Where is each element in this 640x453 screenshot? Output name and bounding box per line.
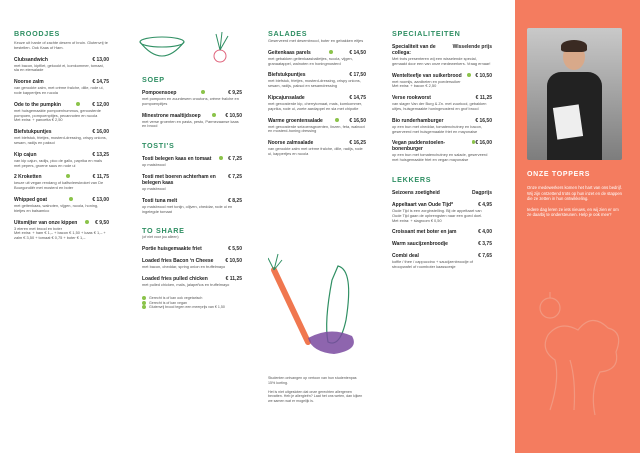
- menu-item-price: € 7,65: [478, 253, 492, 260]
- menu-item-description: met roomijs, aardbeien en poedersuiker: [392, 78, 461, 84]
- menu-item: [142, 198, 242, 215]
- menu-item-name: Wentelteefje van suikerbrood: [392, 72, 462, 79]
- menu-item-description: met huisgemaakte pompoenhummus, geroosterde pompoen, pompoenpitjes, pecannoten en rucola: [14, 107, 101, 118]
- menu-item-name: Tosti belegen kaas en tomaat: [142, 156, 212, 163]
- menu-item-price: Wisselende prijs: [452, 44, 492, 50]
- menu-item-description: met geroosterde kip, cherrytomaat, mais, komkommer, paprika, rode ui, zoete aardappel en sla met chipotle: [268, 100, 363, 111]
- menu-item-name: Biefstukpuntjes: [268, 72, 306, 79]
- menu-item-price: € 11,25: [475, 95, 492, 102]
- menu-item-name: Portie huisgemaakte friet: [142, 246, 202, 253]
- toppers-text-1: Onze medewerkers komen het hart van ons bedrijf. Wij zijn ontzettend trots op hun inzet en de stappen die ze zetten in hun ontwikkeling.: [527, 185, 622, 202]
- menu-item-name: Noorse zalmsalade: [268, 140, 314, 147]
- broodjes-column: [14, 29, 109, 241]
- menu-item-description: van slager Van der Burg & Zn. met zuurkool, gebakken uitjes, huisgemaakte honingmosterd en grof brood: [392, 101, 487, 111]
- salades-column: [268, 29, 366, 157]
- menu-item-name: Loaded fries pulled chicken: [142, 275, 208, 282]
- menu-item: [142, 113, 242, 130]
- menu-item-price: € 4,95: [478, 201, 492, 208]
- menu-item-name: Geitenkaas parels: [268, 49, 311, 56]
- student-note: Studenten ontvangen op vertoon van hun studentenpas 15% korting.: [268, 376, 357, 385]
- menu-item: [142, 246, 242, 252]
- menu-item-name: Minestrone maaltijdsoep: [142, 112, 201, 119]
- menu-item-extra: Met extra: + ham € 1,– + bacon € 1,50 + kaas € 1,– + zalm € 3,50 + tomaat € 0,75 + boter € 1,–: [14, 230, 106, 241]
- menu-item-price: € 7,25: [228, 156, 242, 163]
- broodjes-intro: Keuze uit harde of zachte desem of bruin. Glutenvrij te bestellen. Ook Kaas of Ham.: [14, 40, 108, 50]
- menu-item-price: € 5,50: [228, 246, 242, 253]
- menu-item-price: € 14,50: [349, 49, 366, 56]
- menu-item-price: € 16,50: [349, 117, 366, 124]
- menu-item-name: Seizoens zoetigheid: [392, 189, 440, 196]
- menu-item-description: Oude Tijd is een zorginstelling. Bij de appeltaart van Oude Tijd gaan de opbrengsten naar een goed doel.: [392, 207, 483, 218]
- menu-item-description: met geroosterde seizoensgroenten, linzen, feta, walnoot en mosterd-honing dressing: [268, 123, 365, 134]
- menu-item: [392, 73, 492, 90]
- legend-text: Gerecht is of kan vegan: [149, 300, 187, 305]
- menu-item: [392, 229, 492, 235]
- menu-item-description: van gerookte zalm met crème fraîche, dille, radijs, rode ui, kappertjes en rucola: [268, 146, 363, 156]
- menu-item-extra: Met extra: + pancetta € 2,50: [14, 117, 63, 123]
- legend-item: [142, 305, 242, 310]
- menu-item-description: met bacon, cheddar, spring onion en truffelmayo: [142, 264, 226, 270]
- menu-item: [142, 258, 242, 270]
- menu-item-price: € 12,00: [92, 101, 109, 108]
- menu-item-name: Ode to the pumpkin: [14, 101, 61, 108]
- menu-item-description: met geitenkaas, walnoten, vijgen, rucola, honing, bietjes en balsamico: [14, 202, 99, 213]
- menu-item: [14, 79, 109, 96]
- menu-item: [142, 174, 242, 192]
- menu-item: [14, 129, 109, 146]
- menu-item: [392, 140, 492, 163]
- menu-item: [392, 202, 492, 223]
- menu-item: [392, 253, 492, 270]
- menu-item-description: keuze uit vegan rendang of kalfsvleeskroket van De Bourgondiër met mosterd en boter: [14, 180, 104, 191]
- menu-item-description: op maisbrood: [142, 185, 166, 191]
- menu-item: [14, 57, 109, 74]
- menu-item-price: € 13,00: [92, 56, 109, 63]
- share-subtitle: (of niet voor jou alleen): [142, 235, 179, 240]
- toppers-title: ONZE TOPPERS: [527, 171, 591, 178]
- legend-icon: [142, 301, 146, 305]
- menu-item-name: Noorse zalm: [14, 79, 44, 86]
- menu-item-price: € 16,25: [349, 140, 366, 147]
- vegetables-illustration: [268, 250, 368, 370]
- menu-item: [142, 276, 242, 288]
- menu-item-description: op een bun met cheddar, tomatenchutney en bacon, geserveerd met huisgemaakte friet en mayonaise: [392, 123, 482, 134]
- soep-tosti-column: [142, 75, 242, 310]
- menu-item-price: € 16,00: [92, 129, 109, 136]
- broccoli-illustration: [520, 290, 635, 440]
- menu-item-description: 3 eieren met brood en boter: [14, 225, 63, 231]
- menu-item-name: Whipped goat: [14, 196, 48, 203]
- legend-text: Glutenvrij brood tegen een meerprijs van € 1,50: [149, 305, 225, 310]
- vegetarian-icon: [201, 90, 205, 94]
- menu-item-price: Dagprijs: [471, 189, 492, 196]
- menu-item: [14, 220, 109, 241]
- vegetarian-icon: [219, 156, 223, 160]
- menu-item-description: met bacon, kipfilet, gekookt ei, komkommer, tomaat, sla en eiersalade: [14, 62, 104, 73]
- menu-item: [392, 95, 492, 112]
- vegetarian-icon: [66, 174, 70, 178]
- vegetarian-icon: [467, 73, 471, 77]
- menu-item-name: Tosti tuna melt: [142, 197, 178, 204]
- menu-item-price: € 9,50: [95, 219, 109, 226]
- menu-item-price: € 17,50: [349, 72, 366, 79]
- menu-item-name: Biefstukpuntjes: [14, 129, 52, 136]
- menu-item-name: Appeltaart van Oude Tijd*: [392, 201, 454, 208]
- salades-intro: Geserveerd met desembrood, boter en gebakken eitjes: [268, 38, 364, 43]
- menu-item-price: € 14,75: [92, 79, 109, 86]
- legend-text: Gerecht is of kan ook vegetarisch: [149, 295, 203, 300]
- menu-item-price: € 7,25: [228, 173, 242, 180]
- menu-item: [392, 44, 492, 67]
- menu-item-description: met verse groenten en pasta, pesto, Parmezaanse kaas en brood: [142, 118, 239, 129]
- menu-item-description: op maisbrood: [142, 162, 166, 168]
- menu-item-price: € 10,50: [475, 72, 492, 79]
- vegetarian-icon: [85, 220, 89, 224]
- menu-item-name: Warme groentensalade: [268, 117, 323, 124]
- menu-item-description: met biefstuk, frietjes, mosterd-dressing, crispy onions, sesam, radijs en paksoi: [14, 135, 107, 145]
- soep-title: SOEP: [142, 75, 165, 84]
- menu-item-price: € 11,25: [225, 275, 242, 282]
- menu-item: [268, 50, 366, 67]
- menu-item-name: Vegan paddenstoelen-bonenburger: [392, 140, 446, 153]
- menu-item-price: € 14,75: [349, 94, 366, 101]
- specialiteiten-column: [392, 29, 492, 270]
- menu-item-price: € 13,25: [92, 151, 109, 158]
- menu-item: [14, 152, 109, 169]
- menu-item-name: Verse rookworst: [392, 95, 431, 102]
- menu-item-price: € 11,75: [92, 174, 109, 181]
- menu-item: [14, 174, 109, 191]
- menu-item-name: Tosti met boeren achterham en belegen kaas: [142, 173, 216, 186]
- menu-item-price: € 16,50: [475, 117, 492, 124]
- lekkers-title: LEKKERS: [392, 174, 432, 184]
- menu-item: [14, 102, 109, 123]
- vegetarian-icon: [212, 113, 216, 117]
- menu-item-name: Uitsmijter van onze kippen: [14, 219, 78, 226]
- menu-item-description: koffie / thee / cappuccino + saucijzenbroodje of stroopwafel of roomboter kaassoesje: [392, 259, 473, 270]
- menu-item-name: Specialiteit van de collega:: [392, 44, 436, 56]
- menu-item: [268, 118, 366, 135]
- broodjes-title: BROODJES: [14, 29, 60, 38]
- menu-item-name: Combi deal: [392, 253, 419, 260]
- menu-item-price: € 3,75: [478, 241, 492, 248]
- menu-item: [142, 90, 242, 107]
- menu-item-description: op maisbrood met tonijn, olijven, cheddar, rode ui en ingelegde tomaat: [142, 203, 233, 214]
- menu-item-description: van gerookte zalm, met crème fraîche, dille, rode ui, rode kappertjes en rucola: [14, 85, 104, 95]
- menu-item-name: Kip cajun: [14, 151, 37, 158]
- menu-item: [392, 118, 492, 135]
- menu-item: [392, 241, 492, 247]
- share-title: TO SHARE: [142, 226, 185, 236]
- menu-item-name: Kipcajunsalade: [268, 94, 305, 101]
- menu-item: [142, 156, 242, 168]
- menu-item-extra: Met extra: + bacon € 2,50: [392, 83, 437, 89]
- menu-item-name: Bio runderhamburger: [392, 117, 444, 124]
- menu-item: [268, 140, 366, 157]
- menu-item: [268, 72, 366, 89]
- menu-item-price: € 10,50: [225, 258, 242, 265]
- vegetarian-icon: [335, 118, 339, 122]
- tosti-title: TOSTI'S: [142, 141, 175, 151]
- menu-item-description: op een bun met tomatenchutney en salade, geserveerd met huisgemaakte friet en vegan mayonaise: [392, 152, 488, 163]
- menu-item: [392, 190, 492, 196]
- menu-item-description: met gebakken geitenkaasballetjes, rucola, vijgen, granaatappel, walnoten en honingmosterd: [268, 55, 353, 66]
- menu-item-name: Pompoensoep: [142, 90, 177, 96]
- menu-item-name: 2 Kroketten: [14, 174, 42, 181]
- menu-item: [268, 95, 366, 112]
- menu-item-price: € 8,25: [228, 197, 242, 204]
- menu-item-extra: Met extra: + slagroom € 0,50: [392, 217, 442, 223]
- menu-item-description: met biefstuk, frietjes, mosterd-dressing, crispy onions, sesam, radijs, paksoi en sesamdressing: [268, 78, 361, 89]
- menu-item-price: € 4,00: [478, 229, 492, 236]
- vegetarian-icon: [76, 102, 80, 106]
- legend-icon: [142, 296, 146, 300]
- vegetarian-icon: [69, 197, 73, 201]
- vegetarian-icon: [329, 50, 333, 54]
- menu-item: [14, 197, 109, 214]
- toppers-text-2: Iedere dag leren ze iets nieuws, en wij zien er om ze daarbij te ondersteunen. Help je ook mee?: [527, 206, 619, 218]
- menu-item-description: met pompoen en zuurdesem croutons, crème fraîche en pompoenpitjes: [142, 96, 239, 106]
- legend-icon: [142, 305, 146, 309]
- menu-item-description: Met trots presenteren wij een wisselende special, gemaakt door een van onze medewerkers. Vraag ernaar!: [392, 56, 491, 66]
- soup-bowl-illustration: [132, 26, 242, 76]
- menu-item-price: € 10,50: [225, 112, 242, 119]
- employee-photo: [527, 28, 622, 160]
- menu-item-price: € 13,00: [92, 196, 109, 203]
- toppers-text: [527, 185, 622, 218]
- menu-item-name: Loaded fries Bacon ‘n Cheese: [142, 258, 214, 265]
- salades-title: SALADES: [268, 29, 308, 38]
- menu-item-price: € 16,00: [475, 140, 492, 147]
- menu-item-price: € 9,25: [228, 90, 242, 96]
- menu-item-description: van kip cajun, radijs, pico de gallo, paprika en maïs met pepers, groene saus en rode ui: [14, 157, 103, 168]
- menu-item-name: Clubsandwich: [14, 56, 48, 63]
- menu-item-name: Warm saucijzenbroodje: [392, 241, 448, 248]
- menu-item-name: Croissant met boter en jam: [392, 229, 457, 236]
- menu-item-description: met pulled chicken, maïs, jalapeños en truffelmayo: [142, 281, 230, 287]
- specialiteiten-title: SPECIALITEITEN: [392, 29, 461, 38]
- allergen-note: Het is niet uitgesloten dat onze gerechten allergenen bevatten. Heb je allergieën? Laat het ons weten, dan kijken we samen wat er mogelijk is.: [268, 389, 363, 404]
